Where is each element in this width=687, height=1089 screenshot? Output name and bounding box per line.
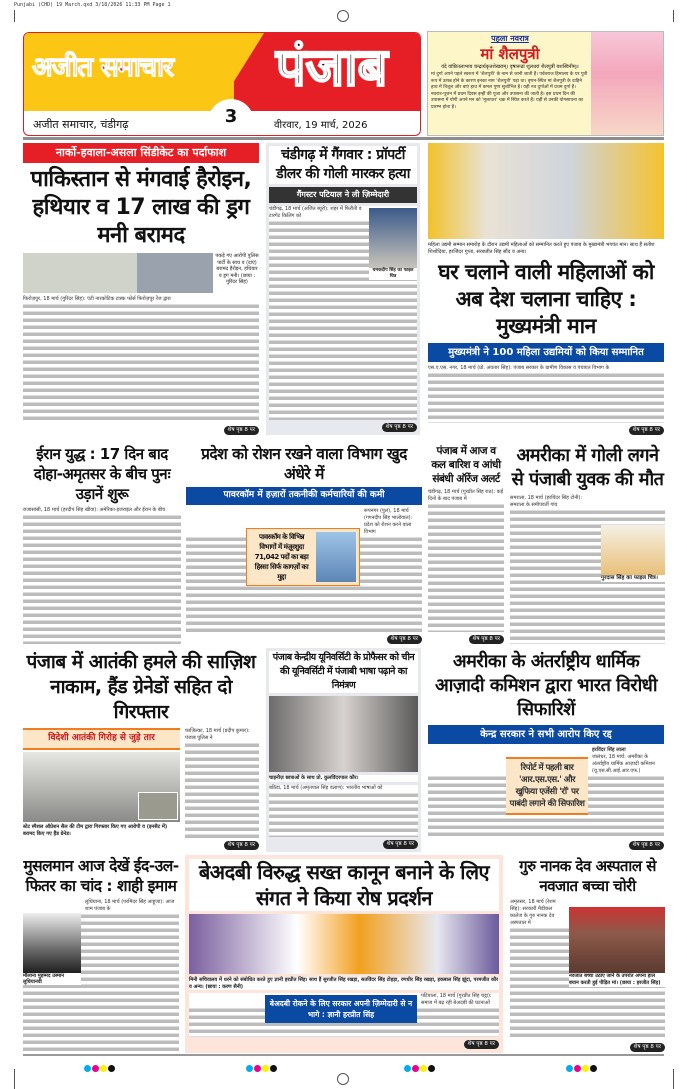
women-article <box>428 143 664 435</box>
imam-photo <box>23 913 81 973</box>
university-article <box>266 648 421 852</box>
gangwar-subhead: गैंगस्टर पटियाल ने ली ज़िम्मेदारी <box>269 187 417 203</box>
terror-photo-caption: स्टेट स्पैशल ऑप्रेशन सैल की टीम द्वारा गिरफ्तार किए गए आरोपी व (इनसैट में) बरामद किए गए हैंड ग्रेनेड। <box>23 824 180 838</box>
usa-death-article <box>510 444 665 644</box>
beadbi-headline: बेअदबी विरुद्ध सख्त कानून बनाने के लिए संगत ने किया रोष प्रदर्शन <box>189 859 499 911</box>
weather-text: चंडीगढ़, 18 मार्च (गुरप्रीत सिंह राठ): कई दिनों के बाद पंजाब में <box>428 489 504 632</box>
power-tower-image <box>316 532 356 582</box>
navratri-mantra: वंदे वांछितलाभाय चन्द्रार्धकृतशेखराम्। वृषारूढां शूलधरां शैलपुत्रीं यशस्विनीम्॥ <box>441 64 579 70</box>
university-headline: पंजाब केन्द्रीय यूनिवर्सिटी के प्रोफैसर को चीन की यूनिवर्सिटी में पंजाबी भाषा पढ़ाने का निमंत्रण <box>269 651 418 693</box>
hospital-headline: गुरु नानक देव अस्पताल से नवजात बच्चा चोरी <box>519 857 656 895</box>
crop-mark <box>14 1069 15 1089</box>
drugs-headline: पाकिस्तान से मंगवाई हैरोइन, हथियार व 17 लाख की ड्रग मनी बरामद <box>30 167 252 248</box>
usa-death-caption: गुरदास सिंह का फाइल चित्र। <box>601 575 665 582</box>
uscirf-inset <box>506 757 588 815</box>
drugs-article <box>23 143 259 435</box>
color-registration-dots <box>246 1057 278 1065</box>
print-slug: Punjabi (CHD) 19 March.qxd 3/18/2026 11:33 PM Page 1 <box>14 2 171 8</box>
divider <box>23 137 664 140</box>
color-registration-dots <box>84 1057 116 1065</box>
uscirf-article <box>428 650 664 850</box>
uscirf-text: रिपोर्ट में पहली बार 'आर.एस.एस.' और खुफिया एजेंसी 'रॉ' पर पाबंदी लगाने की सिफारिश हरविंदर सिंह लाला जालंधर, 18 मार्च: अमरीका के अंतर्राष्ट्रीय धार्मिक आज़ादी कमिशन (यू.एस.सी.आई.आर.एफ.) <box>428 747 664 838</box>
university-photo-caption: चाइनीज़ छात्राओं के साथ प्रो. कुलविंदरपाल कौर। <box>269 775 418 782</box>
mother-photo <box>569 907 665 973</box>
hospital-text: नवजात बच्चा उठाए जाने के उपरांत अपना हाल बयान करती हुई पीड़ित मां। (छाया : हरजीत सिंह) अमृतसर, 18 मार्च (रेशम सिंह): सरकारी मैडीकल कालेज के गुरु नानक देव अस्पताल में <box>510 899 665 1040</box>
women-text: एस.ए.एस. नगर, 18 मार्च (प्रो. अवतार सिंह): पंजाब सरकार के ग्रामीण विकास व पंचायत विभाग के <box>428 365 664 423</box>
protest-photo <box>189 914 499 974</box>
continued-link[interactable]: शेष पृष्ठ 8 पर <box>464 1040 499 1049</box>
drugs-banner: नार्को-हवाला-असला सिंडीकेट का पर्दाफाश <box>23 143 259 163</box>
terror-right <box>185 728 259 850</box>
powercom-inset <box>246 528 360 586</box>
drugs-photo <box>23 253 213 293</box>
powercom-subhead: पावरकॉम में हज़ारों तकनीकी कर्मचारियों की कमी <box>186 487 422 505</box>
usa-death-text: गुरदास सिंह का फाइल चित्र। समराला, 18 मार्च (हरविंदर सिंह टोनी): समराला के समीपवर्ती गांव <box>510 495 665 644</box>
edition-name: पंजाब <box>276 38 388 98</box>
drugs-photo-row <box>23 253 259 293</box>
women-subhead: मुख्यमंत्री ने 100 महिला उद्यमियों को किया सम्मानित <box>428 343 664 362</box>
terror-arrest-photo <box>23 752 180 822</box>
navratri-heading: मां शैलपुत्री <box>480 45 540 63</box>
women-photo-caption: महिला उद्यमी सम्मान समारोह के दौरान उद्यमी महिलाओं को सम्मानित करते हुए पंजाब के मुख्यमंत्री भगवंत मान। साथ हैं सतीश शिशोदिया, हरजिंदर गुप्ता, सरबजीत सिंह सौंद व अन्य। <box>428 242 664 256</box>
continued-link[interactable]: शेष पृष्ठ 8 पर <box>224 841 259 850</box>
terror-text: फाज़िल्का, 18 मार्च (प्रदीप कुमार): पंजाब पुलिस ने <box>185 728 259 839</box>
masthead-city: अजीत समाचार, चंडीगढ़ <box>33 118 129 131</box>
terror-headline: पंजाब में आतंकी हमले की साज़िश नाकाम, हैंड ग्रेनेडों सहित दो गिरफ्तार <box>26 651 256 723</box>
terror-article <box>23 650 259 850</box>
registration-mark-icon <box>337 10 349 22</box>
masthead-date: वीरवार, 19 मार्च, 2026 <box>274 120 368 131</box>
continued-link[interactable]: शेष पृष्ठ 8 पर <box>629 841 664 850</box>
page-number: 3 <box>208 99 254 136</box>
masthead <box>23 32 421 136</box>
continued-link[interactable]: शेष पृष्ठ 8 पर <box>383 840 418 849</box>
continued-link[interactable]: शेष पृष्ठ 8 पर <box>224 426 259 435</box>
eid-article <box>23 856 179 1052</box>
usa-death-headline: अमरीका में गोली लगने से पंजाबी युवक की मौत <box>511 445 664 490</box>
gangwar-article <box>266 143 420 435</box>
victim-youth-photo <box>601 525 665 575</box>
crop-mark <box>673 10 674 22</box>
beadbi-inset: बेअदबी रोकने के लिए सरकार अपनी ज़िम्मेदारी से न भागे : ज्ञानी हरप्रीत सिंह <box>265 995 417 1023</box>
women-headline: घर चलाने वाली महिलाओं को अब देश चलाना चाहिए : मुख्यमंत्री मान <box>438 260 654 338</box>
navratri-body: मां दुर्गा अपने पहले स्वरूप में 'शैलपुत्री' के नाम से जानी जाती हैं। पर्वतराज हिमालय के घर पुत्री रूप में उत्पन्न होने के कारण इनका नाम 'शैलपुत्री' पड़ा था। वृषभ-स्थित मां शैलपुत्री के दाहिने हाथ में त्रिशूल और बाएं हाथ में कमल पुष्प सुशोभित है। यही नव दुर्गाओं में प्रथम दुर्गा हैं। नवरात्र-पूजन में प्रथम दिवस इन्हीं की पूजा और उपासना की जाती है। इस प्रथम दिन की उपासना में योगी अपने मन को 'मूलाधार' चक्र में स्थित करते हैं। यहीं से उनकी योगसाधना का प्रारम्भ होता है। <box>431 72 588 110</box>
iran-article <box>23 444 181 644</box>
university-photo <box>269 696 418 772</box>
continued-link[interactable]: शेष पृष्ठ 8 पर <box>630 1043 665 1052</box>
terror-body <box>23 728 259 850</box>
newspaper-name: अजीत समाचार <box>32 52 174 83</box>
powercom-article <box>186 444 422 644</box>
university-text: बठिंडा, 18 मार्च (अमृतपाल सिंह वलाण): भारतीय भाषाओं को <box>269 785 418 837</box>
beadbi-text: बेअदबी रोकने के लिए सरकार अपनी ज़िम्मेदारी से न भागे : ज्ञानी हरप्रीत सिंह पटियाला, 18 मार्च (गुरप्रीत सिंह चट्ठा): समाज में बढ़ रही बेअदबी की घटनाओं <box>189 993 499 1037</box>
drugs-photo-caption: पकड़े गए आरोपी पुलिस पार्टी के साथ व (दाएं) बरामद हैरोइन, हथियार व ड्रग मनी। (छाया : गुरिंदर सिंह) <box>215 253 259 293</box>
uscirf-inset-text: रिपोर्ट में पहली बार 'आर.एस.एस.' और खुफिया एजेंसी 'रॉ' पर पाबंदी लगाने की सिफारिश <box>509 763 585 809</box>
navratri-box <box>427 31 664 136</box>
color-registration-dots <box>566 1057 598 1065</box>
mother-photo-box <box>569 907 665 987</box>
continued-link[interactable]: शेष पृष्ठ 8 पर <box>382 423 417 432</box>
grenade-inset-photo <box>138 792 178 820</box>
eid-text: मौलाना मुहम्मद उस्मान लुधियानवी लुधियाना, 18 मार्च (परमिंदर सिंह आहूजा): आज शाम पंजाब के <box>23 899 179 1052</box>
continued-link[interactable]: शेष पृष्ठ 8 पर <box>387 635 422 644</box>
iran-text: राजासांसी, 18 मार्च (हरदीप सिंह खीवा): अमेरिका-इजराइल और ईरान के बीच <box>23 507 181 644</box>
imam-photo-box <box>23 913 81 985</box>
navratri-kicker: पहला नवरात्र <box>491 34 529 43</box>
color-registration-dots <box>404 1057 436 1065</box>
terror-subhead: विदेशी आतंकी गिरोह से जुड़े तार <box>23 728 180 750</box>
weather-headline: पंजाब में आज व कल बारिश व आंधी संबंधी ऑरेंज अलर्ट <box>431 445 501 485</box>
victim-photo-box <box>369 208 417 280</box>
continued-link[interactable]: शेष पृष्ठ 8 पर <box>469 635 504 644</box>
bottom-rule <box>23 1054 664 1056</box>
powercom-headline: प्रदेश को रोशन रखने वाला विभाग खुद अंधेरे में <box>201 445 407 483</box>
hospital-article <box>510 856 665 1052</box>
beadbi-photo-caption: मिनी सचिवालय में धरने को संबोधित करते हुए ज्ञानी हरप्रीत सिंह। साथ हैं सुरजीत सिंह रखड़ा, सतविंदर सिंह टोहड़ा, रणधीर सिंह रखड़ा, इकबाल सिंह झूंदा, परमजीत कौर व अन्य। (छाया : करण सैनी) <box>189 977 499 990</box>
uscirf-byline: हरविंदर सिंह लाला <box>428 747 664 754</box>
iran-headline: ईरान युद्ध : 17 दिन बाद दोहा-अमृतसर के बीच पुनः उड़ानें शुरू <box>33 445 171 503</box>
powercom-inset-text: पावरकॉम के विभिन्न विभागों में मंज़ूरशुदा 71,042 पदों का बड़ा हिस्सा सिर्फ कागज़ों का मुद्दा <box>254 532 309 581</box>
crop-mark <box>14 10 15 22</box>
imam-caption: मौलाना मुहम्मद उस्मान लुधियानवी <box>23 973 81 985</box>
drugs-text: फिरोज़पुर, 18 मार्च (गुरिंदर सिंह): एंटी नारकोटिक टास्क फोर्स फिरोज़पुर रेंज द्वारा <box>23 296 259 423</box>
crop-mark <box>673 1069 674 1089</box>
goddess-image <box>591 32 663 135</box>
uscirf-headline: अमरीका के अंतर्राष्ट्रीय धार्मिक आज़ादी कमिशन द्वारा भारत विरोधी सिफारिशें <box>434 651 658 720</box>
powercom-text: पावरकॉम के विभिन्न विभागों में मंज़ूरशुदा 71,042 पदों का बड़ा हिस्सा सिर्फ कागज़ों का मुद्दा रूपनगर (पुल), 18 मार्च (गगनदीप सिंह भालोवाल): प्रदेश को रोशन करने वाला विभाग <box>186 508 422 632</box>
beadbi-article <box>185 855 503 1053</box>
gangwar-text: चमकदीप सिंह का फाइल चित्र चंडीगढ़, 18 मार्च (अजित ब्यूरो): शहर में फिरौती व टारगेट किलिंग को <box>269 206 417 420</box>
continued-link[interactable]: शेष पृष्ठ 8 पर <box>629 426 664 435</box>
victim-caption: चमकदीप सिंह का फाइल चित्र <box>369 268 417 280</box>
terror-left <box>23 728 180 850</box>
victim-youth-box <box>601 525 665 582</box>
gangwar-headline: चंडीगढ़ में गैंगवार : प्रॉपर्टी डीलर की गोली मारकर हत्या <box>269 146 417 184</box>
victim-photo <box>369 208 417 268</box>
women-event-photo <box>428 143 664 239</box>
weather-article <box>428 444 504 644</box>
registration-mark-icon <box>337 1073 349 1085</box>
eid-headline: मुसलमान आज देखें ईद-उल-फितर का चांद : शाही इमाम <box>23 857 179 895</box>
hospital-photo-caption: नवजात बच्चा उठाए जाने के उपरांत अपना हाल बयान करती हुई पीड़ित मां। (छाया : हरजीत सिंह) <box>569 973 665 987</box>
uscirf-subhead: केन्द्र सरकार ने सभी आरोप किए रद्द <box>428 725 664 744</box>
